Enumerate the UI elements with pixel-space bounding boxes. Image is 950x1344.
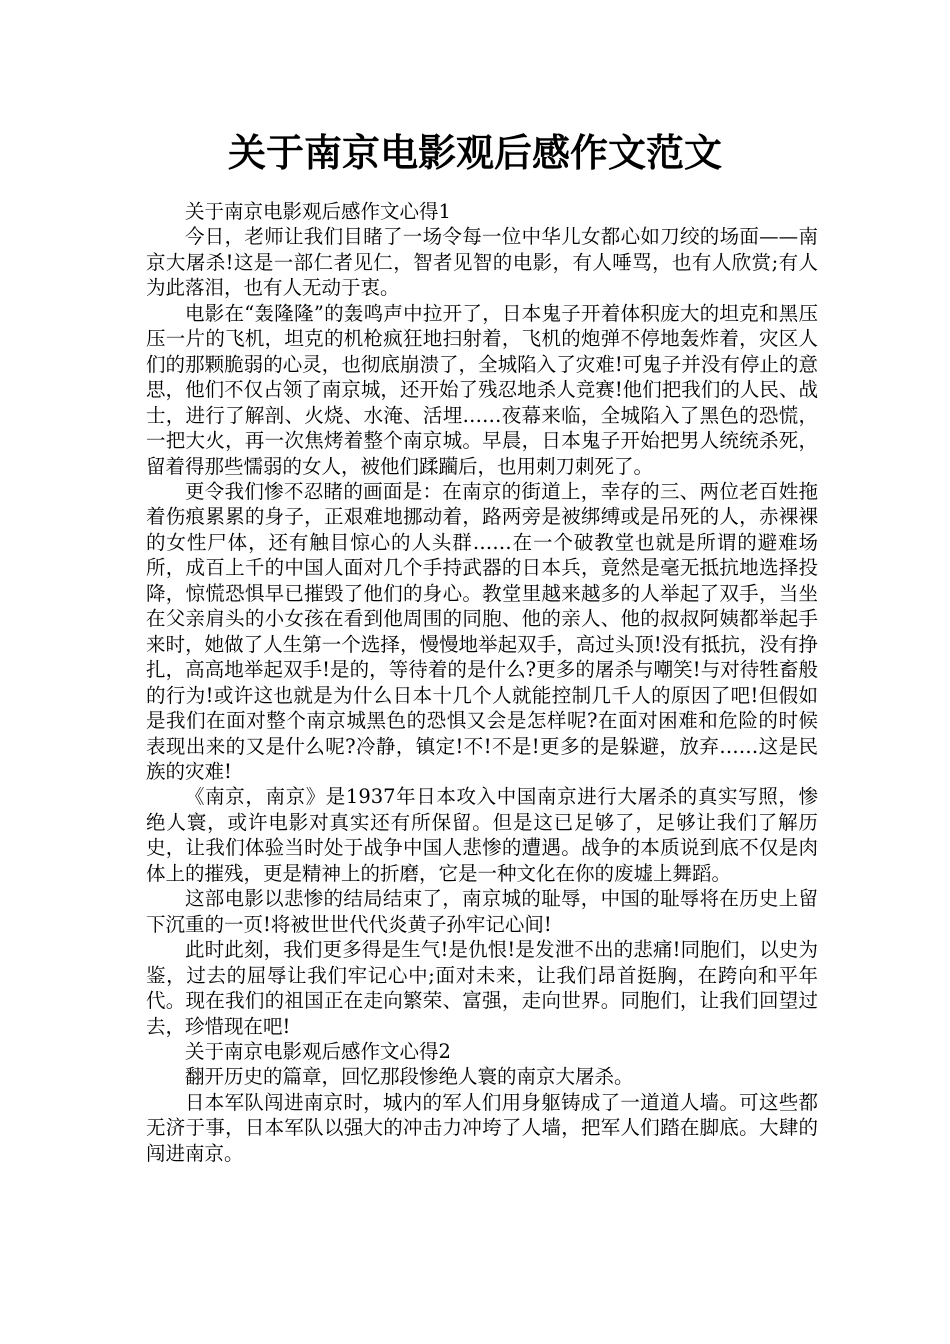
paragraph: 更令我们惨不忍睹的画面是：在南京的街道上，幸存的三、两位老百姓拖着伤痕累累的身子，正艰难地挪动着，路两旁是被绑缚或是吊死的人，赤裸裸的女性尸体，还有触目惊心的人头群……在一个破教堂也就是所谓的避难场所，成百上千的中国人面对几个手持武器的日本兵，竟然是毫无抵抗地选择投降，惊慌恐惧早已摧毁了他们的身心。教堂里越来越多的人举起了双手，当坐在父亲肩头的小女孩在看到他周围的同胞、他的亲人、他的叔叔阿姨都举起手来时，她做了人生第一个选择，慢慢地举起双手，高过头顶!没有抵抗，没有挣扎，高高地举起双手!是的，等待着的是什么?更多的屠杀与嘲笑!与对待牲畜般的行为!或许这也就是为什么日本十几个人就能控制几千人的原因了吧!但假如是我们在面对整个南京城黑色的恐惧又会是怎样呢?在面对困难和危险的时候表现出来的又是什么呢?冷静，镇定!不!不是!更多的是躲避，放弃……这是民族的灾难! [146, 479, 818, 783]
paragraph: 日本军队闯进南京时，城内的军人们用身躯铸成了一道道人墙。可这些都无济于事，日本军队以强大的冲击力冲垮了人墙，把军人们踏在脚底。大肆的闯进南京。 [146, 1090, 818, 1165]
paragraph: 翻开历史的篇章，回忆那段惨绝人寰的南京大屠杀。 [185, 1065, 634, 1089]
document-body [146, 199, 818, 1166]
paragraph: 电影在“轰隆隆”的轰鸣声中拉开了，日本鬼子开着体积庞大的坦克和黑压压一片的飞机，坦克的机枪疯狂地扫射着，飞机的炮弹不停地轰炸着，灾区人们的那颗脆弱的心灵，也彻底崩溃了，全城陷入了灾难!可鬼子并没有停止的意思，他们不仅占领了南京城，还开始了残忍地杀人竞赛!他们把我们的人民、战士，进行了解剖、火烧、水淹、活埋……夜幕来临，全城陷入了黑色的恐慌，一把大火，再一次焦烤着整个南京城。早晨，日本鬼子开始把男人统统杀死，留着得那些懦弱的女人，被他们蹂躏后，也用刺刀刺死了。 [146, 301, 818, 478]
paragraph: 这部电影以悲惨的结局结束了，南京城的耻辱，中国的耻辱将在历史上留下沉重的一页!将被世世代代炎黄子孙牢记心间! [146, 887, 818, 936]
paragraph: 《南京，南京》是1937年日本攻入中国南京进行大屠杀的真实写照，惨绝人寰，或许电影对真实还有所保留。但是这已足够了，足够让我们了解历史，让我们体验当时处于战争中国人悲惨的遭遇。战争的本质说到底不仅是肉体上的摧残，更是精神上的折磨，它是一种文化在你的废墟上舞蹈。 [146, 785, 818, 885]
section-heading: 关于南京电影观后感作文心得2 [185, 1039, 451, 1063]
paragraph: 今日，老师让我们目睹了一场令每一位中华儿女都心如刀绞的场面——南京大屠杀!这是一部仁者见仁，智者见智的电影，有人唾骂，也有人欣赏;有人为此落泪，也有人无动于衷。 [146, 225, 818, 300]
section-heading: 关于南京电影观后感作文心得1 [185, 200, 451, 223]
document-title: 关于南京电影观后感作文范文 [227, 131, 722, 175]
paragraph: 此时此刻，我们更多得是生气!是仇恨!是发泄不出的悲痛!同胞们，以史为鉴，过去的屈辱让我们牢记心中;面对未来，让我们昂首挺胸，在跨向和平年代。现在我们的祖国正在走向繁荣、富强，走向世界。同胞们，让我们回望过去，珍惜现在吧! [146, 938, 818, 1038]
